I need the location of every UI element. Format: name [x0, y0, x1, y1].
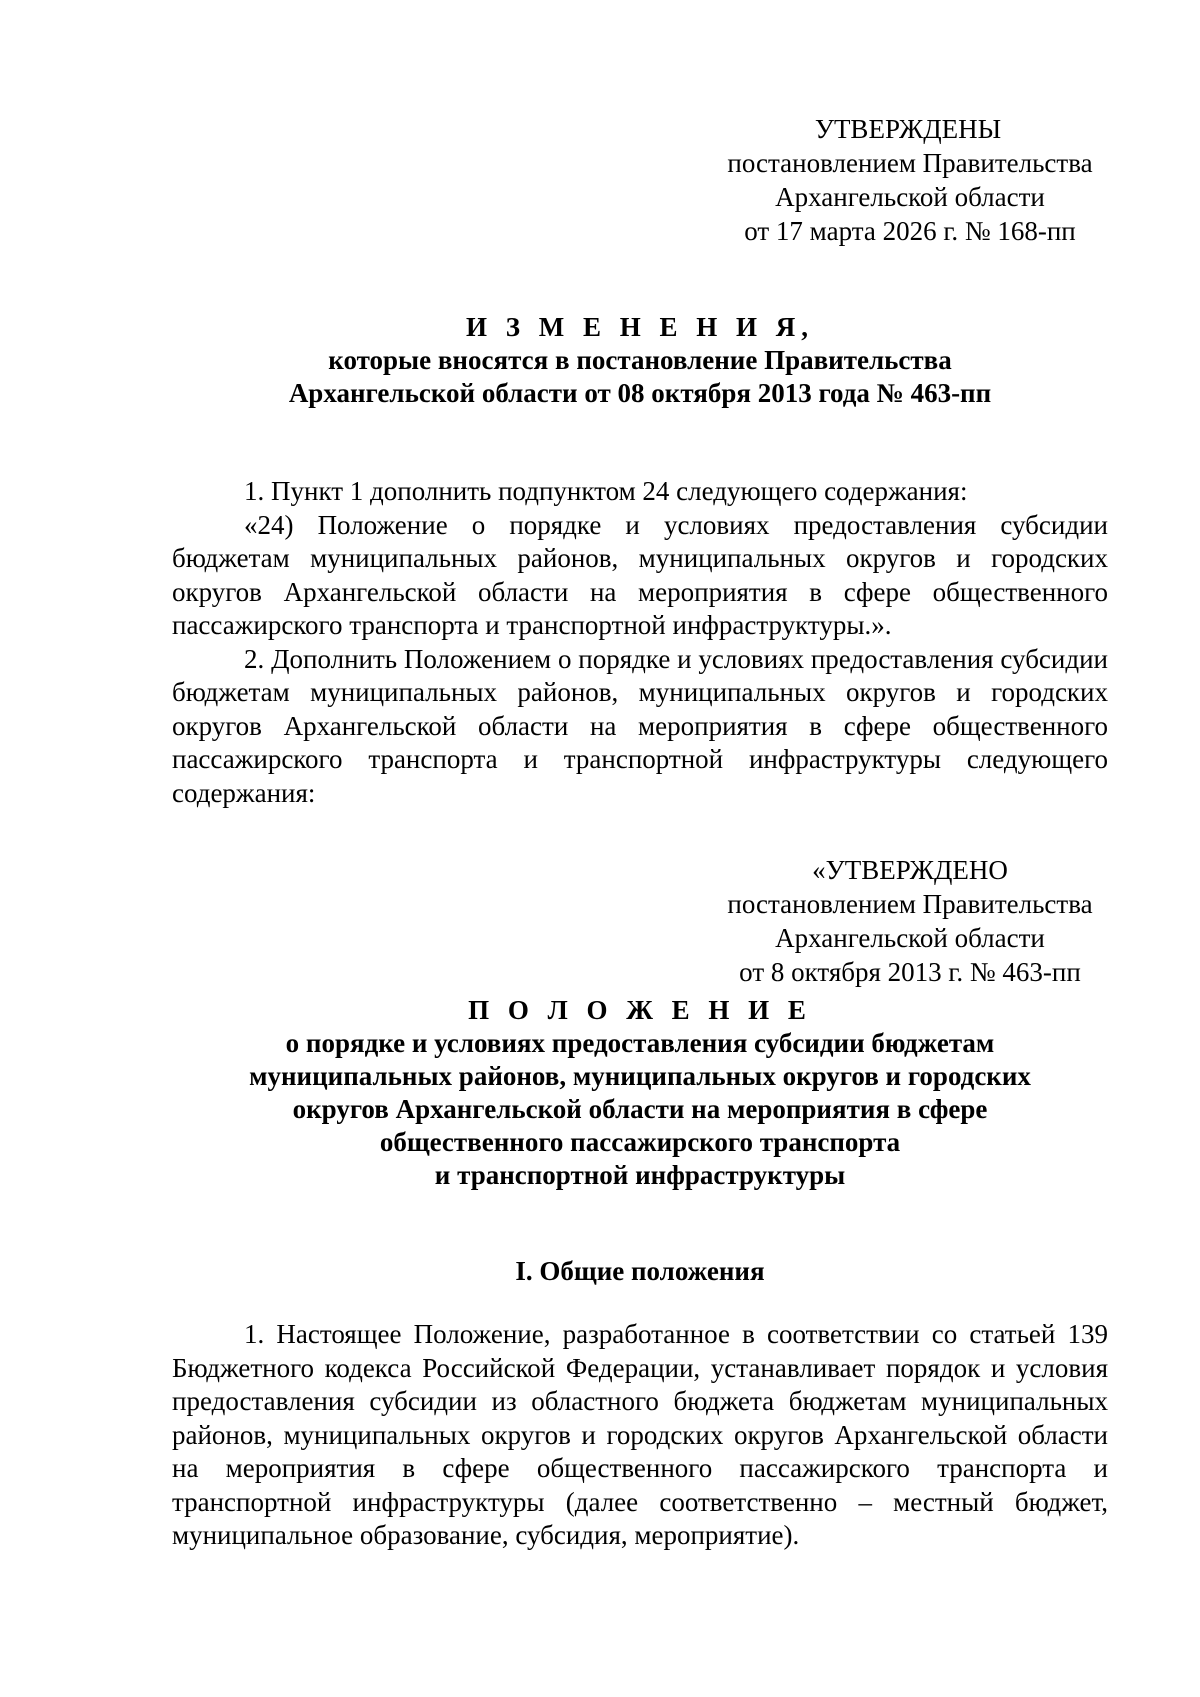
item2-text: 2. Дополнить Положением о порядке и условиях предоставления субсидии бюджетам муниципальных районов, муниципальных округов и городских округов Архангельской области на мероприятия в сфере общественного пассажирского транспорта и транспортной инфраструктуры следующего содержания:: [172, 643, 1108, 808]
regulation-heading-line4: округов Архангельской области на мероприятия в сфере: [292, 1094, 988, 1124]
section1-para1: 1. Настоящее Положение, разработанное в соответствии со статьей 139 Бюджетного кодекса Российской Федерации, устанавливает порядок и условия предоставления субсидии из областного бюджета бюджетам муниципальных районов, муниципальных округов и городских округов Архангельской области на мероприятия в сфере общественного пассажирского транспорта и транспортной инфраструктуры (далее соответственно – местный бюджет, муниципальное образование, субсидия, мероприятие).: [172, 1319, 1108, 1550]
regulation-stamp-line3: Архангельской области: [775, 923, 1045, 953]
regulation-heading-line6: и транспортной инфраструктуры: [434, 1160, 846, 1190]
item1-text: 1. Пункт 1 дополнить подпунктом 24 следующего содержания:: [244, 476, 968, 506]
amendment-items: [172, 475, 1108, 810]
approval-stamp: [670, 112, 1150, 248]
approval-stamp-line4: от 17 марта 2026 г. № 168-пп: [744, 216, 1076, 246]
regulation-stamp-line2: постановлением Правительства: [727, 889, 1093, 919]
changes-heading-line2: которые вносятся в постановление Правительства: [328, 345, 952, 375]
regulation-stamp: [670, 853, 1150, 989]
regulation-stamp-line4: от 8 октября 2013 г. № 463-пп: [739, 957, 1081, 987]
changes-heading: [170, 311, 1110, 410]
regulation-heading-line3: муниципальных районов, муниципальных округов и городских: [249, 1061, 1031, 1091]
changes-heading-title: И З М Е Н Е Н И Я,: [465, 312, 814, 342]
section1-heading: I. Общие положения: [515, 1256, 765, 1286]
approval-stamp-title: УТВЕРЖДЕНЫ: [814, 114, 1002, 144]
approval-stamp-line3: Архангельской области: [775, 182, 1045, 212]
item1-quote: «24) Положение о порядке и условиях предоставления субсидии бюджетам муниципальных районов, муниципальных округов и городских округов Архангельской области на мероприятия в сфере общественного пассажирского транспорта и транспортной инфраструктуры.».: [172, 509, 1108, 640]
section1-body: [172, 1318, 1108, 1553]
approval-stamp-line2: постановлением Правительства: [727, 148, 1093, 178]
regulation-heading: [170, 994, 1110, 1192]
regulation-stamp-title: «УТВЕРЖДЕНО: [812, 855, 1008, 885]
regulation-heading-line5: общественного пассажирского транспорта: [379, 1127, 901, 1157]
section1-heading-block: [170, 1255, 1110, 1288]
regulation-heading-title: П О Л О Ж Е Н И Е: [468, 995, 812, 1025]
regulation-heading-line2: о порядке и условиях предоставления субсидии бюджетам: [285, 1028, 995, 1058]
changes-heading-line3: Архангельской области от 08 октября 2013 года № 463-пп: [288, 378, 992, 408]
